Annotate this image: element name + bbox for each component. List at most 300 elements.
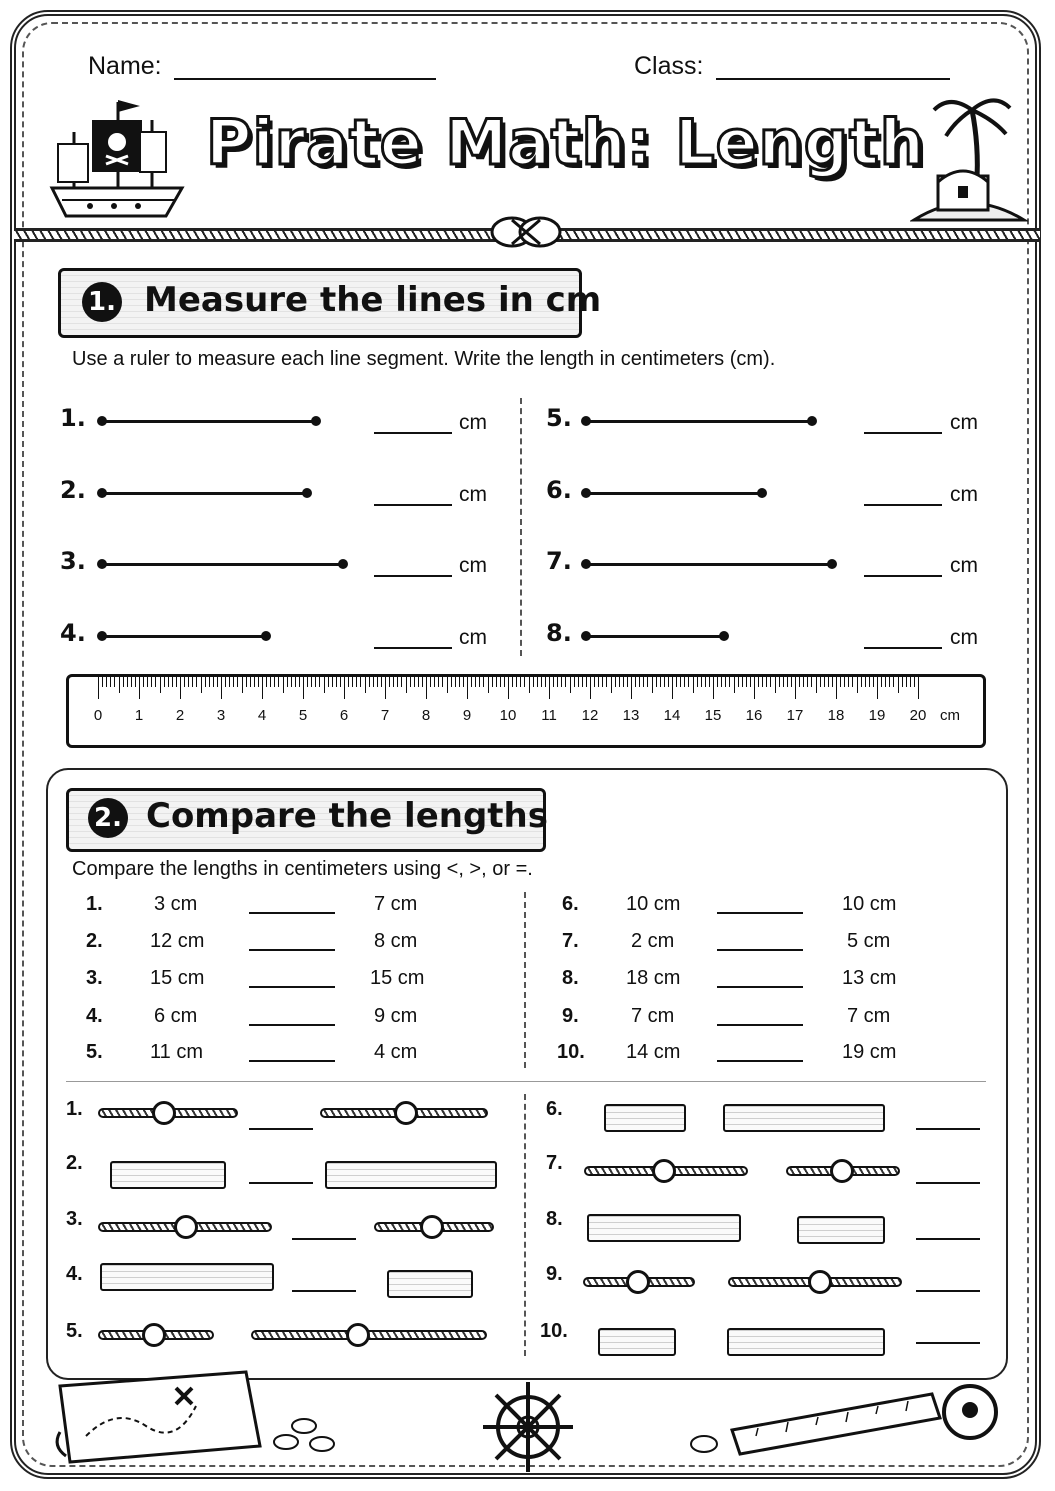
compare-left-value: 11 cm bbox=[150, 1041, 203, 1063]
ruler-and-tape-icon bbox=[688, 1384, 1012, 1476]
ruler-tick bbox=[893, 677, 894, 687]
ruler-tick bbox=[881, 677, 882, 687]
ruler-tick bbox=[479, 677, 480, 687]
segment-endpoint bbox=[719, 631, 729, 641]
ruler-tick bbox=[467, 677, 468, 699]
ruler-tick bbox=[168, 677, 169, 687]
ruler-tick bbox=[697, 677, 698, 687]
ruler-label: 2 bbox=[175, 707, 185, 724]
ruler-tick bbox=[160, 677, 161, 693]
ruler-tick bbox=[529, 677, 530, 693]
ruler-tick bbox=[541, 677, 542, 687]
compare-left-value: 7 cm bbox=[631, 1005, 675, 1027]
ruler-label: 14 bbox=[663, 707, 681, 724]
answer-blank[interactable] bbox=[864, 575, 942, 577]
line-segment bbox=[102, 492, 307, 495]
unit-label: cm bbox=[950, 411, 978, 434]
section-1-title: Measure the lines in cm bbox=[144, 280, 602, 320]
ruler-tick bbox=[545, 677, 546, 687]
ruler-tick bbox=[615, 677, 616, 687]
ruler-tick bbox=[783, 677, 784, 687]
column-divider bbox=[524, 892, 526, 1068]
ruler-tick bbox=[652, 677, 653, 693]
segment-endpoint bbox=[827, 559, 837, 569]
ruler-tick bbox=[734, 677, 735, 693]
ruler-label: 20 bbox=[909, 707, 927, 724]
compare-left-value: 14 cm bbox=[626, 1041, 681, 1063]
ruler-tick bbox=[451, 677, 452, 687]
compare-left-value: 3 cm bbox=[154, 893, 198, 915]
ruler-tick bbox=[483, 677, 484, 687]
ruler-tick bbox=[721, 677, 722, 687]
unit-label: cm bbox=[950, 626, 978, 649]
ruler-tick bbox=[143, 677, 144, 687]
ruler-tick bbox=[553, 677, 554, 687]
ruler-tick bbox=[885, 677, 886, 687]
picture-item-number: 10. bbox=[540, 1320, 568, 1342]
ruler-tick bbox=[549, 677, 550, 699]
ruler-tick bbox=[844, 677, 845, 687]
page-title: Pirate Math: Length bbox=[206, 106, 925, 179]
ruler-tick bbox=[209, 677, 210, 687]
compare-answer-blank[interactable] bbox=[249, 1024, 335, 1026]
ruler-tick bbox=[537, 677, 538, 687]
ruler-tick bbox=[307, 677, 308, 687]
ruler-tick bbox=[877, 677, 878, 699]
ruler-tick bbox=[688, 677, 689, 687]
compare-left-value: 6 cm bbox=[154, 1005, 198, 1027]
ruler-tick bbox=[344, 677, 345, 699]
wood-plank-image bbox=[387, 1270, 473, 1298]
ruler-tick bbox=[836, 677, 837, 699]
wood-plank-image bbox=[723, 1104, 885, 1132]
ruler-tick bbox=[266, 677, 267, 687]
ruler-label: 4 bbox=[257, 707, 267, 724]
answer-blank[interactable] bbox=[864, 432, 942, 434]
compare-left-value: 18 cm bbox=[626, 967, 681, 989]
compare-left-value: 10 cm bbox=[626, 893, 681, 915]
ruler-tick bbox=[606, 677, 607, 687]
ruler-label: 15 bbox=[704, 707, 722, 724]
ruler-tick bbox=[192, 677, 193, 687]
unit-label: cm bbox=[950, 554, 978, 577]
ruler-tick bbox=[217, 677, 218, 687]
ruler-tick bbox=[668, 677, 669, 687]
ruler-tick bbox=[430, 677, 431, 687]
ruler-tick bbox=[496, 677, 497, 687]
picture-answer-blank[interactable] bbox=[916, 1342, 980, 1344]
ruler-tick bbox=[447, 677, 448, 693]
ruler-tick bbox=[520, 677, 521, 687]
ruler-tick bbox=[274, 677, 275, 687]
picture-answer-blank[interactable] bbox=[916, 1182, 980, 1184]
ruler-tick bbox=[504, 677, 505, 687]
ruler-tick bbox=[188, 677, 189, 687]
ruler-tick bbox=[155, 677, 156, 687]
compare-number: 9. bbox=[562, 1005, 579, 1027]
ruler-label: 8 bbox=[421, 707, 431, 724]
ruler-tick bbox=[832, 677, 833, 687]
item-number: 7. bbox=[546, 547, 572, 575]
ruler-tick bbox=[414, 677, 415, 687]
ruler-tick bbox=[336, 677, 337, 687]
item-number: 8. bbox=[546, 619, 572, 647]
ruler-tick bbox=[196, 677, 197, 687]
ruler-tick bbox=[492, 677, 493, 687]
answer-blank[interactable] bbox=[864, 504, 942, 506]
ruler-tick bbox=[360, 677, 361, 687]
compare-answer-blank[interactable] bbox=[717, 949, 803, 951]
ruler-tick bbox=[410, 677, 411, 687]
treasure-island-icon bbox=[910, 90, 1028, 228]
ruler-tick bbox=[106, 677, 107, 687]
compare-number: 8. bbox=[562, 967, 579, 989]
compare-right-value: 7 cm bbox=[847, 1005, 891, 1027]
ruler-tick bbox=[582, 677, 583, 687]
ruler-tick bbox=[664, 677, 665, 687]
rope-knot-icon bbox=[652, 1159, 676, 1183]
ruler-label: 12 bbox=[581, 707, 599, 724]
ruler-tick bbox=[684, 677, 685, 687]
ruler-tick bbox=[455, 677, 456, 687]
rope-knot-icon bbox=[346, 1323, 370, 1347]
unit-label: cm bbox=[950, 483, 978, 506]
ruler-tick bbox=[278, 677, 279, 687]
ruler-tick bbox=[565, 677, 566, 687]
compare-number: 10. bbox=[557, 1041, 585, 1063]
ruler-label: 16 bbox=[745, 707, 763, 724]
unit-label: cm bbox=[459, 554, 487, 577]
item-number: 4. bbox=[60, 619, 86, 647]
picture-item-number: 2. bbox=[66, 1152, 83, 1174]
ruler-label: 13 bbox=[622, 707, 640, 724]
segment-endpoint bbox=[807, 416, 817, 426]
ruler-tick bbox=[918, 677, 919, 699]
compare-number: 3. bbox=[86, 967, 103, 989]
ruler-tick bbox=[598, 677, 599, 687]
ruler-tick bbox=[225, 677, 226, 687]
ruler-tick bbox=[369, 677, 370, 687]
ruler-tick bbox=[660, 677, 661, 687]
ruler-tick bbox=[385, 677, 386, 699]
ruler-tick bbox=[586, 677, 587, 687]
ruler-tick bbox=[762, 677, 763, 687]
ruler-tick bbox=[869, 677, 870, 687]
picture-answer-blank[interactable] bbox=[292, 1290, 356, 1292]
segment-endpoint bbox=[338, 559, 348, 569]
ruler-tick bbox=[594, 677, 595, 687]
ruler-tick bbox=[820, 677, 821, 687]
ruler-tick bbox=[635, 677, 636, 687]
ruler-tick bbox=[557, 677, 558, 687]
divider bbox=[66, 1081, 986, 1082]
ruler-tick bbox=[602, 677, 603, 687]
unit-label: cm bbox=[459, 483, 487, 506]
rope-knot-icon bbox=[142, 1323, 166, 1347]
compare-right-value: 5 cm bbox=[847, 930, 891, 952]
ruler-tick bbox=[127, 677, 128, 687]
compare-number: 1. bbox=[86, 893, 103, 915]
ruler-tick bbox=[258, 677, 259, 687]
class-field[interactable] bbox=[716, 78, 950, 80]
ruler-tick bbox=[623, 677, 624, 687]
compare-left-value: 12 cm bbox=[150, 930, 205, 952]
answer-blank[interactable] bbox=[374, 575, 452, 577]
answer-blank[interactable] bbox=[374, 647, 452, 649]
ruler-tick bbox=[397, 677, 398, 687]
compare-answer-blank[interactable] bbox=[249, 986, 335, 988]
ruler-tick bbox=[746, 677, 747, 687]
ruler-tick bbox=[811, 677, 812, 687]
ruler-tick bbox=[123, 677, 124, 687]
pirate-ship-icon bbox=[44, 92, 190, 224]
picture-answer-blank[interactable] bbox=[249, 1128, 313, 1130]
ruler-tick bbox=[340, 677, 341, 687]
picture-item-number: 6. bbox=[546, 1098, 563, 1120]
compare-left-value: 2 cm bbox=[631, 930, 675, 952]
column-divider bbox=[520, 398, 522, 656]
compare-right-value: 10 cm bbox=[842, 893, 897, 915]
ruler-tick bbox=[729, 677, 730, 687]
answer-blank[interactable] bbox=[374, 504, 452, 506]
ruler-tick bbox=[365, 677, 366, 693]
compare-left-value: 15 cm bbox=[150, 967, 205, 989]
segment-endpoint bbox=[261, 631, 271, 641]
ruler-unit-label: cm bbox=[940, 707, 960, 724]
segment-endpoint bbox=[311, 416, 321, 426]
ruler-tick bbox=[902, 677, 903, 687]
name-label: Name: bbox=[88, 52, 162, 80]
wood-plank-image bbox=[598, 1328, 676, 1356]
ruler-tick bbox=[898, 677, 899, 693]
ruler-tick bbox=[533, 677, 534, 687]
ruler-tick bbox=[738, 677, 739, 687]
compare-right-value: 13 cm bbox=[842, 967, 897, 989]
ruler-tick bbox=[377, 677, 378, 687]
ruler-tick bbox=[348, 677, 349, 687]
ruler-label: 10 bbox=[499, 707, 517, 724]
segment-endpoint bbox=[757, 488, 767, 498]
ruler-tick bbox=[291, 677, 292, 687]
ruler-tick bbox=[619, 677, 620, 687]
ruler-label: 5 bbox=[298, 707, 308, 724]
compare-right-value: 4 cm bbox=[374, 1041, 418, 1063]
wood-plank-image bbox=[604, 1104, 686, 1132]
compare-answer-blank[interactable] bbox=[249, 949, 335, 951]
ruler-tick bbox=[406, 677, 407, 693]
ruler-tick bbox=[750, 677, 751, 687]
ruler-tick bbox=[861, 677, 862, 687]
ruler-tick bbox=[299, 677, 300, 687]
segment-endpoint bbox=[302, 488, 312, 498]
ruler-tick bbox=[680, 677, 681, 687]
ruler-tick bbox=[873, 677, 874, 687]
wood-plank-image bbox=[727, 1328, 885, 1356]
picture-answer-blank[interactable] bbox=[916, 1238, 980, 1240]
ruler-tick bbox=[295, 677, 296, 687]
ruler-tick bbox=[701, 677, 702, 687]
ruler-tick bbox=[151, 677, 152, 687]
ruler-tick bbox=[725, 677, 726, 687]
compare-number: 7. bbox=[562, 930, 579, 952]
ruler-tick bbox=[98, 677, 99, 699]
section-2-title: Compare the lengths bbox=[146, 796, 548, 836]
ruler-tick bbox=[578, 677, 579, 687]
ruler-label: 7 bbox=[380, 707, 390, 724]
wood-plank-image bbox=[100, 1263, 274, 1291]
picture-answer-blank[interactable] bbox=[292, 1238, 356, 1240]
ruler-tick bbox=[393, 677, 394, 687]
rope-knot-icon bbox=[420, 1215, 444, 1239]
ruler-tick bbox=[471, 677, 472, 687]
column-divider bbox=[524, 1094, 526, 1356]
item-number: 6. bbox=[546, 476, 572, 504]
ruler-label: 18 bbox=[827, 707, 845, 724]
rope-knot-icon bbox=[174, 1215, 198, 1239]
ruler-tick bbox=[381, 677, 382, 687]
ruler-tick bbox=[512, 677, 513, 687]
picture-answer-blank[interactable] bbox=[916, 1290, 980, 1292]
item-number: 1. bbox=[60, 404, 86, 432]
picture-item-number: 3. bbox=[66, 1208, 83, 1230]
ruler-tick bbox=[647, 677, 648, 687]
ruler-tick bbox=[172, 677, 173, 687]
ruler-tick bbox=[237, 677, 238, 687]
ruler-tick bbox=[766, 677, 767, 687]
wood-plank-image bbox=[587, 1214, 741, 1242]
ruler-tick bbox=[693, 677, 694, 693]
ruler-tick bbox=[389, 677, 390, 687]
ruler-tick bbox=[422, 677, 423, 687]
ruler-tick bbox=[848, 677, 849, 687]
ruler-tick bbox=[119, 677, 120, 693]
ruler-tick bbox=[516, 677, 517, 687]
line-segment bbox=[586, 492, 762, 495]
ruler-tick bbox=[717, 677, 718, 687]
ruler-tick bbox=[803, 677, 804, 687]
ruler-tick bbox=[311, 677, 312, 687]
ruler-tick bbox=[500, 677, 501, 687]
compare-answer-blank[interactable] bbox=[717, 1024, 803, 1026]
ruler-tick bbox=[807, 677, 808, 687]
item-number: 5. bbox=[546, 404, 572, 432]
ruler-tick bbox=[242, 677, 243, 693]
ruler-tick bbox=[488, 677, 489, 693]
ruler-label: 11 bbox=[541, 707, 557, 724]
ruler-tick bbox=[840, 677, 841, 687]
ruler-tick bbox=[758, 677, 759, 687]
ruler-tick bbox=[352, 677, 353, 687]
ruler-tick bbox=[110, 677, 111, 687]
ruler-tick bbox=[324, 677, 325, 693]
ruler-tick bbox=[164, 677, 165, 687]
ruler-tick bbox=[672, 677, 673, 699]
ruler-tick bbox=[799, 677, 800, 687]
ruler-tick bbox=[283, 677, 284, 693]
ruler-tick bbox=[791, 677, 792, 687]
rope-knot-icon bbox=[626, 1270, 650, 1294]
compare-answer-blank[interactable] bbox=[249, 1060, 335, 1062]
ruler-tick bbox=[857, 677, 858, 693]
ruler-tick bbox=[184, 677, 185, 687]
ruler-tick bbox=[889, 677, 890, 687]
ruler-tick bbox=[906, 677, 907, 687]
ruler bbox=[66, 674, 986, 748]
ruler-tick bbox=[627, 677, 628, 687]
ruler-tick bbox=[233, 677, 234, 687]
compare-answer-blank[interactable] bbox=[249, 912, 335, 914]
item-number: 3. bbox=[60, 547, 86, 575]
ruler-tick bbox=[910, 677, 911, 687]
ruler-tick bbox=[356, 677, 357, 687]
picture-item-number: 7. bbox=[546, 1152, 563, 1174]
compare-right-value: 19 cm bbox=[842, 1041, 897, 1063]
ruler-tick bbox=[270, 677, 271, 687]
ruler-tick bbox=[114, 677, 115, 687]
ruler-tick bbox=[229, 677, 230, 687]
compare-answer-blank[interactable] bbox=[717, 912, 803, 914]
compare-number: 2. bbox=[86, 930, 103, 952]
ruler-tick bbox=[713, 677, 714, 699]
compare-answer-blank[interactable] bbox=[717, 1060, 803, 1062]
name-field[interactable] bbox=[174, 78, 436, 80]
ruler-tick bbox=[656, 677, 657, 687]
ruler-tick bbox=[205, 677, 206, 687]
picture-item-number: 8. bbox=[546, 1208, 563, 1230]
picture-answer-blank[interactable] bbox=[916, 1128, 980, 1130]
ruler-tick bbox=[254, 677, 255, 687]
ruler-tick bbox=[524, 677, 525, 687]
picture-item-number: 1. bbox=[66, 1098, 83, 1120]
ruler-tick bbox=[643, 677, 644, 687]
line-segment bbox=[102, 420, 316, 423]
compare-right-value: 15 cm bbox=[370, 967, 425, 989]
ruler-tick bbox=[828, 677, 829, 687]
unit-label: cm bbox=[459, 626, 487, 649]
ruler-tick bbox=[914, 677, 915, 687]
line-segment bbox=[102, 563, 343, 566]
section-1-number-badge: 1. bbox=[82, 282, 122, 322]
section-1-instructions: Use a ruler to measure each line segment. Write the length in centimeters (cm). bbox=[72, 348, 776, 370]
unit-label: cm bbox=[459, 411, 487, 434]
ruler-tick bbox=[246, 677, 247, 687]
compare-number: 4. bbox=[86, 1005, 103, 1027]
ruler-label: 1 bbox=[134, 707, 144, 724]
ruler-tick bbox=[824, 677, 825, 687]
section-2-number-badge: 2. bbox=[88, 798, 128, 838]
ruler-tick bbox=[262, 677, 263, 699]
ruler-tick bbox=[631, 677, 632, 699]
ruler-tick bbox=[332, 677, 333, 687]
picture-answer-blank[interactable] bbox=[249, 1182, 313, 1184]
compare-right-value: 8 cm bbox=[374, 930, 418, 952]
ruler-tick bbox=[770, 677, 771, 687]
ruler-tick bbox=[250, 677, 251, 687]
answer-blank[interactable] bbox=[864, 647, 942, 649]
answer-blank[interactable] bbox=[374, 432, 452, 434]
ruler-tick bbox=[709, 677, 710, 687]
line-segment bbox=[102, 635, 266, 638]
ruler-label: 6 bbox=[339, 707, 349, 724]
compare-answer-blank[interactable] bbox=[717, 986, 803, 988]
ruler-tick bbox=[816, 677, 817, 693]
coins-icon bbox=[270, 1414, 340, 1458]
ruler-label: 19 bbox=[868, 707, 886, 724]
ruler-tick bbox=[754, 677, 755, 699]
ruler-tick bbox=[221, 677, 222, 699]
ruler-tick bbox=[508, 677, 509, 699]
ruler-tick bbox=[611, 677, 612, 693]
